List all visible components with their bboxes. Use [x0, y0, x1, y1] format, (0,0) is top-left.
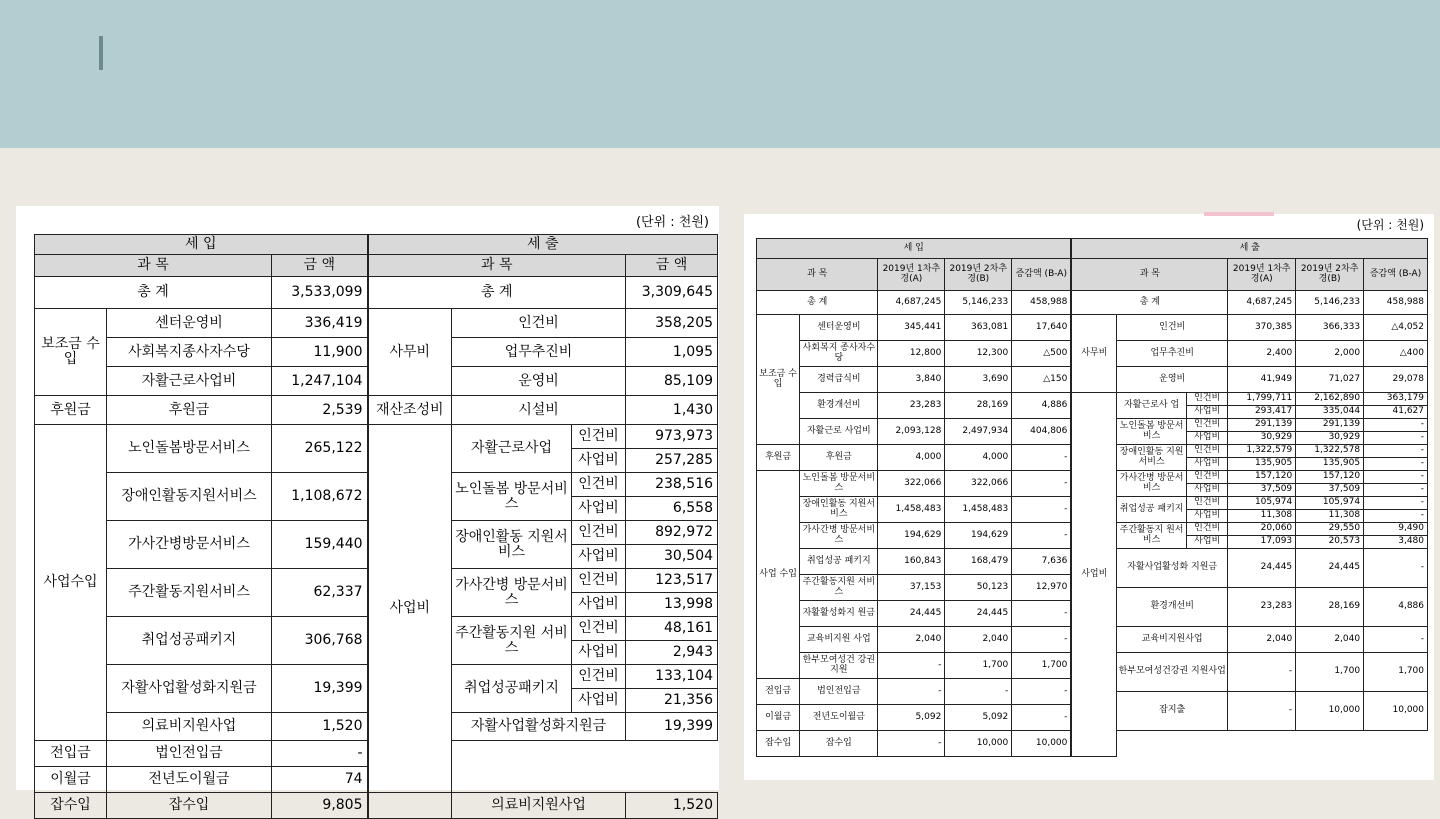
income-value: 5,092 [945, 705, 1012, 731]
value: 2,162,890 [1296, 393, 1364, 406]
income-value: 194,629 [878, 523, 945, 549]
income-item: 경력급식비 [800, 367, 878, 393]
value: 366,333 [1296, 315, 1364, 341]
income-value: 404,806 [1012, 419, 1072, 445]
income-value: 10,000 [945, 731, 1012, 757]
item-selfsup: 자활근로사업비 [107, 367, 272, 396]
income-value: - [1012, 679, 1072, 705]
total-label: 총 계 [757, 291, 878, 315]
total-label: 총 계 [368, 277, 626, 309]
value: 11,308 [1296, 510, 1364, 523]
label-labor: 인건비 [1187, 471, 1228, 484]
income-item: 환경개선비 [800, 393, 878, 419]
income-value: 28,169 [945, 393, 1012, 419]
income-value: - [1012, 445, 1072, 471]
group-transfer: 전입금 [35, 741, 107, 767]
value: 1,799,711 [1228, 393, 1296, 406]
expense-header: 세 출 [368, 235, 718, 255]
item-donation: 후원금 [107, 396, 272, 425]
income-value: △150 [1012, 367, 1072, 393]
value: - [1364, 445, 1428, 458]
item-nursing: 가사간병방문서비스 [107, 521, 272, 569]
value: 30,929 [1228, 432, 1296, 445]
income-header: 세 입 [35, 235, 368, 255]
value: 13,998 [626, 593, 718, 617]
label-ops: 사업비 [1187, 458, 1228, 471]
income-item: 장애인활동 지원서비스 [800, 497, 878, 523]
value: 37,509 [1296, 484, 1364, 497]
item-misc: 잡수입 [107, 793, 272, 819]
subject-header: 과 목 [368, 255, 626, 277]
income-group: 전입금 [757, 679, 800, 705]
group-asset: 재산조성비 [368, 396, 452, 425]
revised-budget-table [756, 238, 1428, 757]
value: 1,095 [626, 338, 718, 367]
value: 19,399 [626, 713, 718, 741]
item-daycare-exp: 주간활동지원 서비스 [452, 617, 572, 665]
label-labor: 인건비 [1187, 393, 1228, 406]
income-value: 4,886 [1012, 393, 1072, 419]
value: 19,399 [272, 665, 368, 713]
value: 11,308 [1228, 510, 1296, 523]
value: 37,509 [1228, 484, 1296, 497]
value: 892,972 [626, 521, 718, 545]
item-daycare: 주간활동지원서비스 [107, 569, 272, 617]
value: - [1364, 549, 1428, 588]
expense-total: 458,988 [1364, 291, 1428, 315]
value: 291,139 [1296, 419, 1364, 432]
label-ops: 사업비 [1187, 406, 1228, 419]
item-elder: 노인돌봄방문서비스 [107, 425, 272, 473]
income-value: 322,066 [878, 471, 945, 497]
income-value: 3,840 [878, 367, 945, 393]
expense-item-single: 한부모여성건강권 지원사업 [1117, 653, 1228, 692]
value: 85,109 [626, 367, 718, 396]
income-total: 4,687,245 [878, 291, 945, 315]
label-ops: 사업비 [572, 545, 626, 569]
value: 1,700 [1296, 653, 1364, 692]
income-value: 2,040 [878, 627, 945, 653]
value: 74 [272, 767, 368, 793]
label-labor: 인건비 [572, 473, 626, 497]
income-item: 주간활동지원 서비스 [800, 575, 878, 601]
group-donation: 후원금 [35, 396, 107, 425]
income-item: 법인전입금 [800, 679, 878, 705]
income-group: 잡수입 [757, 731, 800, 757]
value: 1,430 [626, 396, 718, 425]
income-item: 노인돌봄 방문서비스 [800, 471, 878, 497]
income-value: 12,300 [945, 341, 1012, 367]
item-promo: 업무추진비 [1117, 341, 1228, 367]
item-personnel: 인건비 [452, 309, 626, 338]
income-value: 1,458,483 [878, 497, 945, 523]
value: - [1364, 484, 1428, 497]
label-labor: 인건비 [572, 617, 626, 641]
value: 238,516 [626, 473, 718, 497]
item-opex: 운영비 [452, 367, 626, 396]
group-business-exp: 사업비 [368, 425, 452, 793]
value: 159,440 [272, 521, 368, 569]
label-labor: 인건비 [1187, 445, 1228, 458]
label-ops: 사업비 [572, 449, 626, 473]
value: - [1228, 692, 1296, 731]
col-diff-header: 증감액 (B-A) [1364, 259, 1428, 291]
income-value: 12,800 [878, 341, 945, 367]
subject-header: 과 목 [35, 255, 272, 277]
value: 17,093 [1228, 536, 1296, 549]
value: 24,445 [1228, 549, 1296, 588]
item-nursing-exp: 가사간병 방문서비스 [452, 569, 572, 617]
expense-item-misc: 잡지출 [1117, 692, 1228, 731]
value: 291,139 [1228, 419, 1296, 432]
amount-header: 금 액 [626, 255, 718, 277]
income-value: 322,066 [945, 471, 1012, 497]
item-disabled: 장애인활동지원서비스 [107, 473, 272, 521]
label-labor: 인건비 [572, 569, 626, 593]
value: 363,179 [1364, 393, 1428, 406]
value: 4,886 [1364, 588, 1428, 627]
value: 48,161 [626, 617, 718, 641]
income-group: 이월금 [757, 705, 800, 731]
income-value: 4,000 [945, 445, 1012, 471]
label-labor: 인건비 [1187, 419, 1228, 432]
income-item: 후원금 [800, 445, 878, 471]
income-item: 자활근로 사업비 [800, 419, 878, 445]
subject-header: 과 목 [757, 259, 878, 291]
value: 2,539 [272, 396, 368, 425]
income-group: 후원금 [757, 445, 800, 471]
label-ops: 사업비 [572, 689, 626, 713]
expense-item-env: 환경개선비 [1117, 588, 1228, 627]
expense-item: 가사간병 방문서비스 [1117, 471, 1187, 497]
value: 257,285 [626, 449, 718, 473]
value: 23,283 [1228, 588, 1296, 627]
value: △4,052 [1364, 315, 1428, 341]
value: 30,929 [1296, 432, 1364, 445]
income-value: 12,970 [1012, 575, 1072, 601]
income-group: 사업 수입 [757, 471, 800, 679]
item-promo: 업무추진비 [452, 338, 626, 367]
expense-total: 5,146,233 [1296, 291, 1364, 315]
value: 28,169 [1296, 588, 1364, 627]
value: 1,322,578 [1296, 445, 1364, 458]
value: 1,322,579 [1228, 445, 1296, 458]
title-accent-bar [99, 36, 103, 70]
income-item: 잡수입 [800, 731, 878, 757]
value: - [1228, 653, 1296, 692]
col-a-header: 2019년 1차추경(A) [878, 259, 945, 291]
value: 10,000 [1296, 692, 1364, 731]
income-value: - [878, 653, 945, 679]
value: 135,905 [1296, 458, 1364, 471]
income-value: 24,445 [945, 601, 1012, 627]
item-activate: 자활사업활성화지원금 [107, 665, 272, 713]
expense-total: 3,309,645 [626, 277, 718, 309]
income-value: 10,000 [1012, 731, 1072, 757]
value: - [1364, 419, 1428, 432]
value: 157,120 [1228, 471, 1296, 484]
income-value: 1,458,483 [945, 497, 1012, 523]
income-value: 1,700 [1012, 653, 1072, 679]
item-center-op: 센터운영비 [107, 309, 272, 338]
value: 358,205 [626, 309, 718, 338]
income-value: - [1012, 705, 1072, 731]
income-value: 5,092 [878, 705, 945, 731]
value: 336,419 [272, 309, 368, 338]
value: 71,027 [1296, 367, 1364, 393]
budget-table-left [16, 206, 719, 814]
col-diff-header: 증감액 (B-A) [1012, 259, 1072, 291]
value: 1,247,104 [272, 367, 368, 396]
income-item: 교육비지원 사업 [800, 627, 878, 653]
value: 41,627 [1364, 406, 1428, 419]
group-subsidy: 보조금 수입 [35, 309, 107, 396]
item-activate-exp: 자활사업활성화지원금 [452, 713, 626, 741]
income-value: 168,479 [945, 549, 1012, 575]
income-value: 2,497,934 [945, 419, 1012, 445]
expense-item: 취업성공 패키지 [1117, 497, 1187, 523]
item-disabled-exp: 장애인활동 지원서비스 [452, 521, 572, 569]
income-value: 23,283 [878, 393, 945, 419]
income-value: 7,636 [1012, 549, 1072, 575]
value: 1,520 [272, 713, 368, 741]
label-labor: 인건비 [1187, 523, 1228, 536]
value: 1,520 [626, 793, 718, 819]
income-value: 363,081 [945, 315, 1012, 341]
income-value: 160,843 [878, 549, 945, 575]
value: 20,060 [1228, 523, 1296, 536]
value: 2,000 [1296, 341, 1364, 367]
value: 2,943 [626, 641, 718, 665]
total-label: 총 계 [1071, 291, 1227, 315]
value: 9,490 [1364, 523, 1428, 536]
budget-table-right [744, 214, 1434, 780]
group-business: 사업수입 [35, 425, 107, 741]
label-ops: 사업비 [1187, 510, 1228, 523]
value: 6,558 [626, 497, 718, 521]
income-item: 가사간병 방문서비스 [800, 523, 878, 549]
income-item: 취업성공 패키지 [800, 549, 878, 575]
value: - [1364, 458, 1428, 471]
group-misc: 잡수입 [35, 793, 107, 819]
expense-total: 4,687,245 [1228, 291, 1296, 315]
col-a-header: 2019년 1차추경(A) [1228, 259, 1296, 291]
value: 62,337 [272, 569, 368, 617]
item-opex: 운영비 [1117, 367, 1228, 393]
item-medical-exp: 의료비지원사업 [452, 793, 626, 819]
item-facility: 시설비 [452, 396, 626, 425]
total-label: 총 계 [35, 277, 272, 309]
income-value: 2,040 [945, 627, 1012, 653]
label-ops: 사업비 [1187, 536, 1228, 549]
group-business-exp: 사업비 [1071, 393, 1116, 757]
income-total: 3,533,099 [272, 277, 368, 309]
value: - [1364, 627, 1428, 653]
value: 135,905 [1228, 458, 1296, 471]
income-value: 194,629 [945, 523, 1012, 549]
income-value: - [1012, 497, 1072, 523]
item-selfwork: 자활근로사업 [452, 425, 572, 473]
expense-header: 세 출 [1071, 239, 1427, 259]
value: 2,040 [1296, 627, 1364, 653]
income-value: 24,445 [878, 601, 945, 627]
income-value: 3,690 [945, 367, 1012, 393]
value: 1,108,672 [272, 473, 368, 521]
value: 11,900 [272, 338, 368, 367]
income-item: 한부모여성건 강권지원 [800, 653, 878, 679]
income-value: 50,123 [945, 575, 1012, 601]
value: 10,000 [1364, 692, 1428, 731]
value: 30,504 [626, 545, 718, 569]
income-item: 자활활성화지 원금 [800, 601, 878, 627]
income-item: 센터운영비 [800, 315, 878, 341]
income-value: - [945, 679, 1012, 705]
income-value: 4,000 [878, 445, 945, 471]
budget-table [34, 234, 718, 819]
unit-label: (단위 : 천원) [1356, 218, 1424, 232]
label-labor: 인건비 [1187, 497, 1228, 510]
value: 21,356 [626, 689, 718, 713]
col-b-header: 2019년 2차추경(B) [945, 259, 1012, 291]
subject-header: 과 목 [1071, 259, 1227, 291]
income-value: 17,640 [1012, 315, 1072, 341]
income-value: - [1012, 627, 1072, 653]
value: 157,120 [1296, 471, 1364, 484]
income-value: - [1012, 471, 1072, 497]
income-value: - [1012, 601, 1072, 627]
value: - [1364, 471, 1428, 484]
value: 306,768 [272, 617, 368, 665]
value: - [1364, 497, 1428, 510]
label-labor: 인건비 [572, 521, 626, 545]
label-labor: 인건비 [572, 425, 626, 449]
income-item: 전년도이월금 [800, 705, 878, 731]
value: 105,974 [1228, 497, 1296, 510]
title-band [0, 0, 1440, 148]
expense-item: 장애인활동 지원서비스 [1117, 445, 1187, 471]
income-value: - [1012, 523, 1072, 549]
value: 2,040 [1228, 627, 1296, 653]
value: 370,385 [1228, 315, 1296, 341]
item-employ-exp: 취업성공패키지 [452, 665, 572, 713]
col-b-header: 2019년 2차추경(B) [1296, 259, 1364, 291]
label-ops: 사업비 [572, 497, 626, 521]
value: 265,122 [272, 425, 368, 473]
value: 105,974 [1296, 497, 1364, 510]
value: - [1364, 510, 1428, 523]
income-total: 5,146,233 [945, 291, 1012, 315]
income-value: 2,093,128 [878, 419, 945, 445]
value: 2,400 [1228, 341, 1296, 367]
expense-item: 주간활동지 원서비스 [1117, 523, 1187, 549]
value: 293,417 [1228, 406, 1296, 419]
value: 133,104 [626, 665, 718, 689]
item-elder-exp: 노인돌봄 방문서비스 [452, 473, 572, 521]
item-medical: 의료비지원사업 [107, 713, 272, 741]
expense-item-edu: 교육비지원사업 [1117, 627, 1228, 653]
income-header: 세 입 [757, 239, 1072, 259]
income-value: 37,153 [878, 575, 945, 601]
item-personnel: 인건비 [1117, 315, 1228, 341]
income-value: △500 [1012, 341, 1072, 367]
group-office: 사무비 [368, 309, 452, 396]
value: - [272, 741, 368, 767]
income-value: 345,441 [878, 315, 945, 341]
stamp-mark [1204, 212, 1274, 216]
label-ops: 사업비 [572, 593, 626, 617]
amount-header: 금 액 [272, 255, 368, 277]
group-carry: 이월금 [35, 767, 107, 793]
value: - [1364, 432, 1428, 445]
value: 24,445 [1296, 549, 1364, 588]
value: 973,973 [626, 425, 718, 449]
value: 29,550 [1296, 523, 1364, 536]
value: 335,044 [1296, 406, 1364, 419]
item-transfer: 법인전입금 [107, 741, 272, 767]
income-group: 보조금 수입 [757, 315, 800, 445]
expense-item: 자활근로사 업 [1117, 393, 1187, 419]
income-total: 458,988 [1012, 291, 1072, 315]
value: 41,949 [1228, 367, 1296, 393]
label-ops: 사업비 [572, 641, 626, 665]
income-value: - [878, 731, 945, 757]
value: 20,573 [1296, 536, 1364, 549]
label-ops: 사업비 [1187, 484, 1228, 497]
value: 123,517 [626, 569, 718, 593]
income-item: 사회복지 종사자수당 [800, 341, 878, 367]
item-welfare-allowance: 사회복지종사자수당 [107, 338, 272, 367]
unit-label: (단위 : 천원) [635, 215, 709, 230]
value: 9,805 [272, 793, 368, 819]
value: 29,078 [1364, 367, 1428, 393]
label-labor: 인건비 [572, 665, 626, 689]
expense-item: 노인돌봄 방문서비스 [1117, 419, 1187, 445]
value: 1,700 [1364, 653, 1428, 692]
label-ops: 사업비 [1187, 432, 1228, 445]
income-value: 1,700 [945, 653, 1012, 679]
income-value: - [878, 679, 945, 705]
group-office: 사무비 [1071, 315, 1116, 393]
value: 3,480 [1364, 536, 1428, 549]
value: △400 [1364, 341, 1428, 367]
item-carry: 전년도이월금 [107, 767, 272, 793]
expense-item-activate: 자활사업활성화 지원금 [1117, 549, 1228, 588]
item-employ: 취업성공패키지 [107, 617, 272, 665]
